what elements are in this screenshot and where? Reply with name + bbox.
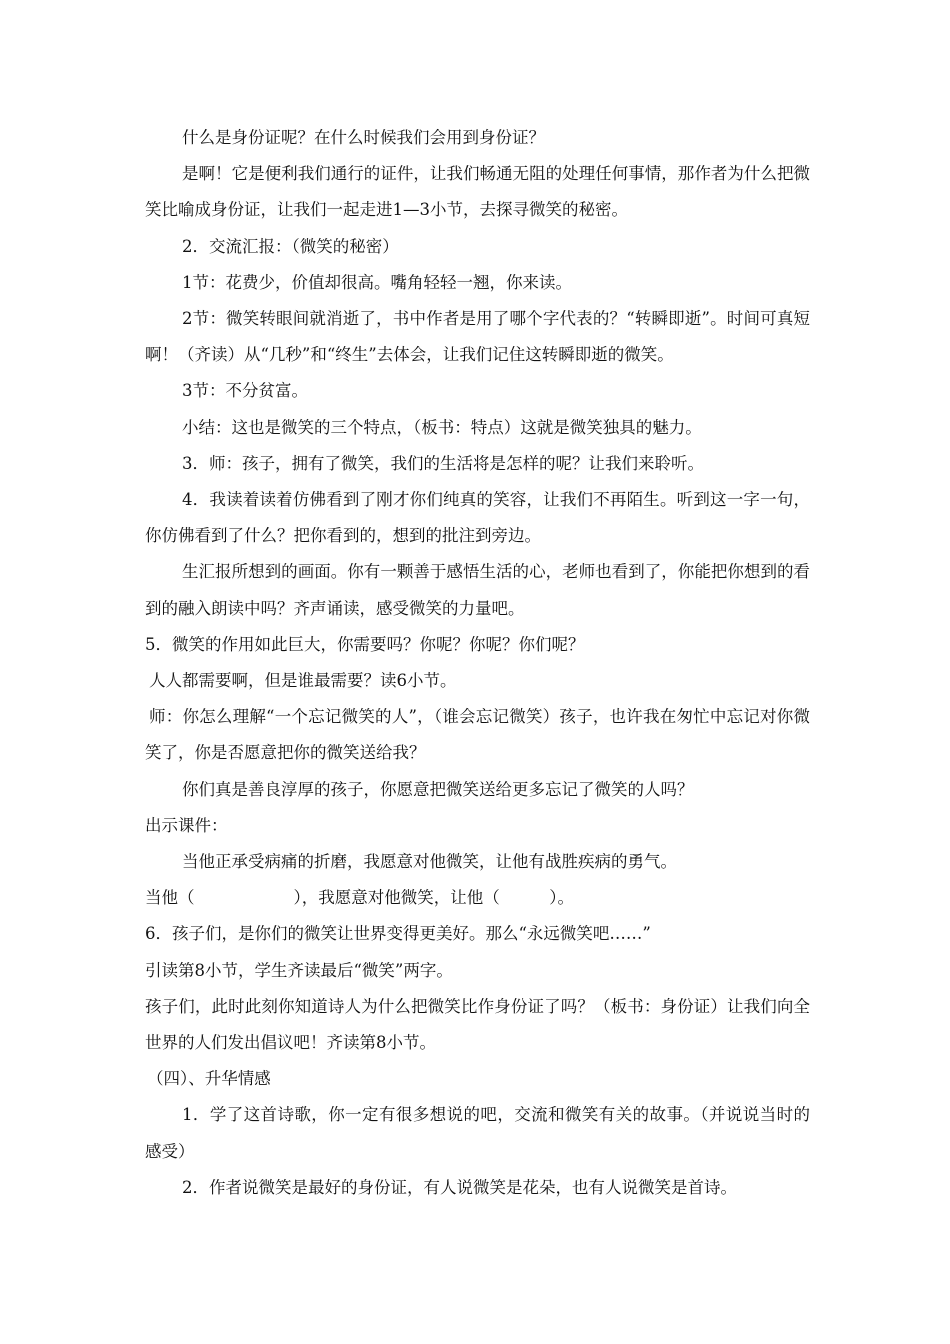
paragraph: 2节：微笑转眼间就消逝了，书中作者是用了哪个字代表的？“转瞬即逝”。时间可真短啊！（齐读）从“几秒”和“终生”去体会，让我们记住这转瞬即逝的微笑。 (145, 309, 810, 365)
paragraph: 5．微笑的作用如此巨大，你需要吗？你呢？你呢？你们呢？ (145, 634, 585, 654)
paragraph: 4．我读着读着仿佛看到了刚才你们纯真的笑容，让我们不再陌生。听到这一字一句，你仿佛看到了什么？把你看到的，想到的批注到旁边。 (145, 490, 810, 546)
paragraph: 当他（ ），我愿意对他微笑，让他（ ）。 (145, 888, 574, 908)
paragraph: 2．作者说微笑是最好的身份证，有人说微笑是花朵，也有人说微笑是首诗。 (182, 1177, 737, 1197)
paragraph: 3节：不分贫富。 (182, 381, 308, 401)
paragraph: 2．交流汇报：（微笑的秘密） (182, 236, 399, 256)
paragraph: 孩子们，此时此刻你知道诗人为什么把微笑比作身份证了吗？（板书：身份证）让我们向全世界的人们发出倡议吧！齐读第8小节。 (145, 996, 810, 1053)
paragraph: 3．师：孩子，拥有了微笑，我们的生活将是怎样的呢？让我们来聆听。 (182, 453, 704, 473)
paragraph: 生汇报所想到的画面。你有一颗善于感悟生活的心，老师也看到了，你能把你想到的看到的融入朗读中吗？齐声诵读，感受微笑的力量吧。 (145, 562, 810, 618)
document-body (145, 120, 810, 1206)
paragraph: 你们真是善良淳厚的孩子，你愿意把微笑送给更多忘记了微笑的人吗？ (182, 779, 694, 799)
paragraph: 什么是身份证呢？在什么时候我们会用到身份证？ (182, 128, 545, 147)
paragraph: 是啊！它是便利我们通行的证件，让我们畅通无阻的处理任何事情，那作者为什么把微笑比喻成身份证，让我们一起走进1—3小节，去探寻微笑的秘密。 (145, 164, 810, 220)
paragraph: 人人都需要啊，但是谁最需要？读6小节。 (149, 671, 457, 691)
paragraph: 6．孩子们，是你们的微笑让世界变得更美好。那么“永远微笑吧……” (145, 924, 651, 944)
paragraph: 出示课件： (145, 815, 228, 835)
paragraph: 小结：这也是微笑的三个特点，（板书：特点）这就是微笑独具的魅力。 (182, 417, 702, 437)
section-heading: （四）、升华情感 (147, 1069, 271, 1089)
paragraph: 引读第8小节，学生齐读最后“微笑”两字。 (145, 960, 453, 980)
paragraph: 1节：花费少，价值却很高。嘴角轻轻一翘，你来读。 (182, 272, 572, 292)
paragraph: 1．学了这首诗歌，你一定有很多想说的吧，交流和微笑有关的故事。（并说说当时的感受） (145, 1105, 810, 1161)
paragraph: 师：你怎么理解“一个忘记微笑的人”，（谁会忘记微笑）孩子，也许我在匆忙中忘记对你微笑了，你是否愿意把你的微笑送给我？ (145, 707, 810, 763)
paragraph: 当他正承受病痛的折磨，我愿意对他微笑，让他有战胜疾病的勇气。 (182, 852, 677, 872)
